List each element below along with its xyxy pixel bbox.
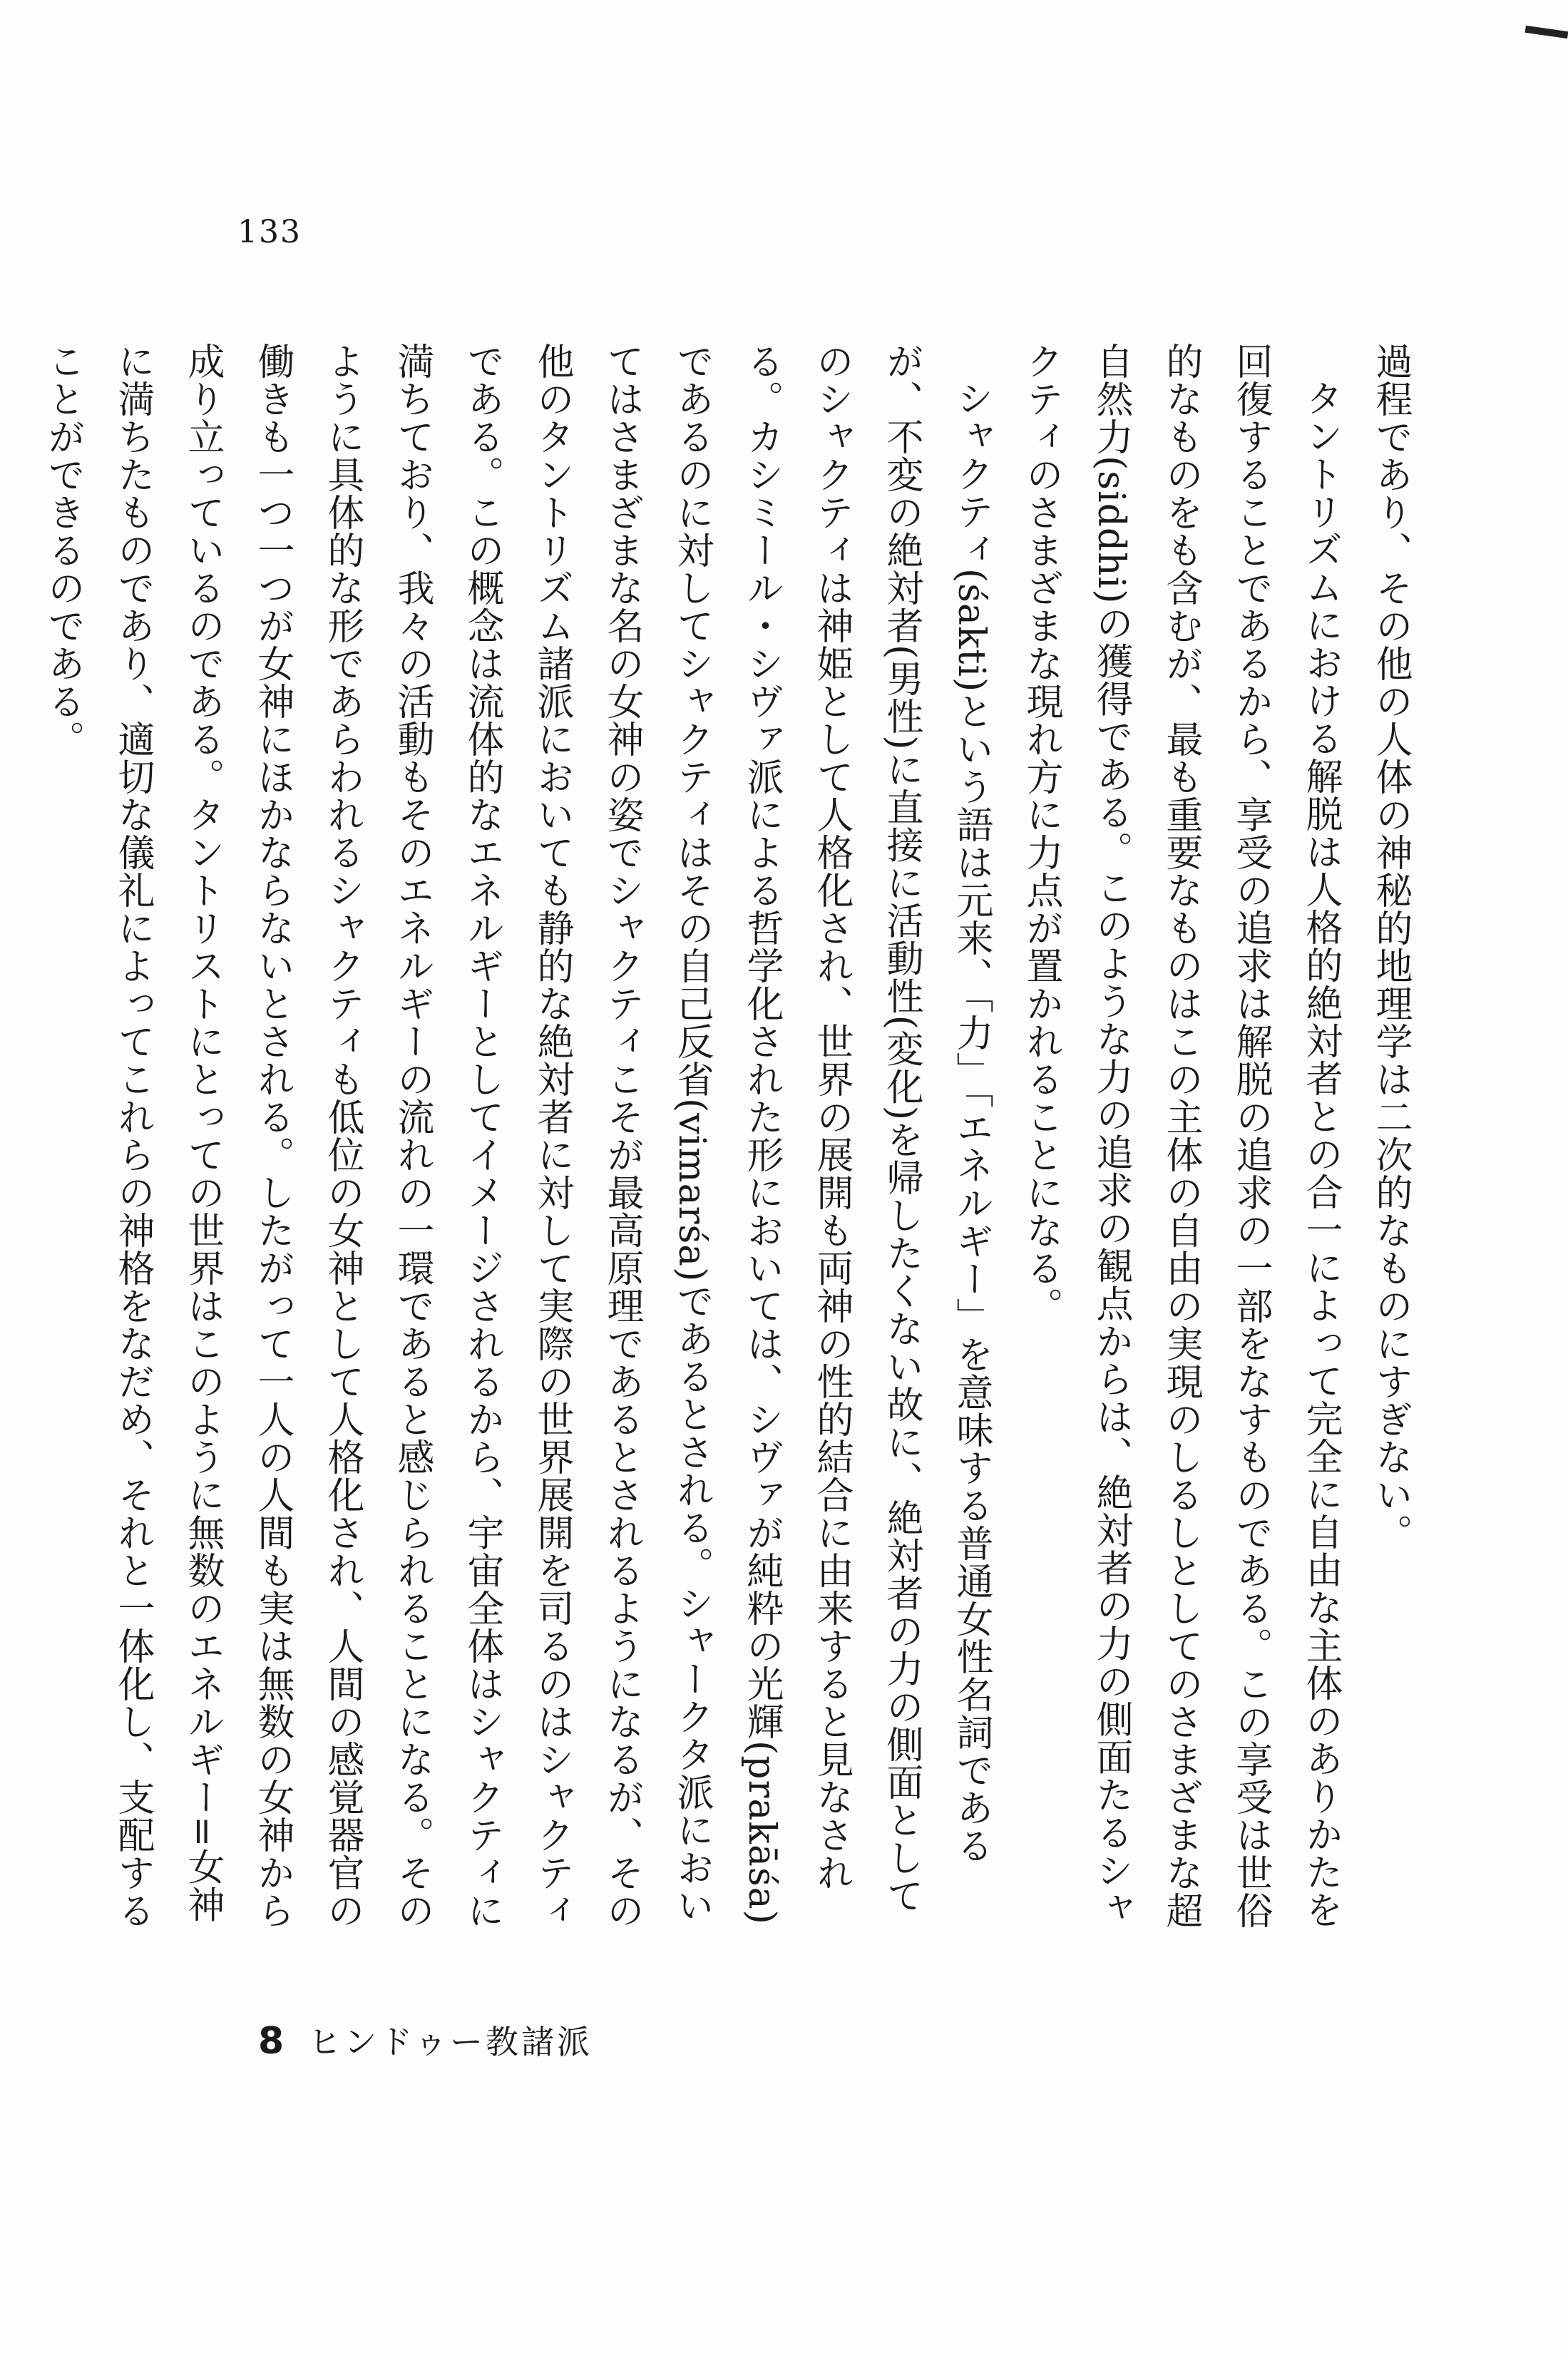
body-text: [41, 342, 1425, 1932]
chapter-title: ヒンドゥー教諸派: [308, 2023, 593, 2061]
paragraph-shakti: シャクティ(śakti)という語は元来、「力」「エネルギー」を意味する普通女性名詞であるが、不変の絶対者(男性)に直接に活動性(変化)を帰したくない故に、絶対者の力の側面としてのシャクティは神姫として人格化され、世界の展開も両神の性的結合に由来すると見なされる。カシミール・シヴァ派による哲学化された形においては、シヴァが純粋の光輝(prakāśa)であるのに対してシャクティはその自己反省(vimarśa)であるとされる。シャークタ派においてはさまざまな名の女神の姿でシャクティこそが最高原理であるとされるようになるが、その他のタントリズム諸派においても静的な絶対者に対して実際の世界展開を司るのはシャクティである。この概念は流体的なエネルギーとしてイメージされるから、宇宙全体はシャクティに満ちており、我々の活動もそのエネルギーの流れの一環であると感じられることになる。そのように具体的な形であらわれるシャクティも低位の女神として人格化され、人間の感覚器官の働きも一つ一つが女神にほかならないとされる。したがって一人の人間も実は無数の女神から成り立っているのである。タントリストにとっての世界はこのように無数のエネルギー=女神に満ちたものであり、適切な儀礼によってこれらの神格をなだめ、それと一体化し、支配することができるのである。: [41, 342, 993, 1929]
page-number: 133: [237, 214, 302, 250]
chapter-number: 8: [258, 2020, 285, 2063]
corner-scan-mark: [1525, 26, 1568, 39]
running-footer: [258, 2016, 593, 2063]
paragraph-continued: 過程であり、その他の人体の神秘的地理学は二次的なものにすぎない。: [1369, 342, 1412, 1551]
paragraph-liberation: タントリズムにおける解脱は人格的絶対者との合一によって完全に自由な主体のありかたを回復することであるから、享受の追求は解脱の追求の一部をなすものである。この享受は世俗的なものをも含むが、最も重要なものはこの主体の自由の実現のしるしとしてのさまざまな超自然力(siddhi)の獲得である。このような力の追求の観点からは、絶対者の力の側面たるシャクティのさまざまな現れ方に力点が置かれることになる。: [1020, 342, 1342, 1929]
